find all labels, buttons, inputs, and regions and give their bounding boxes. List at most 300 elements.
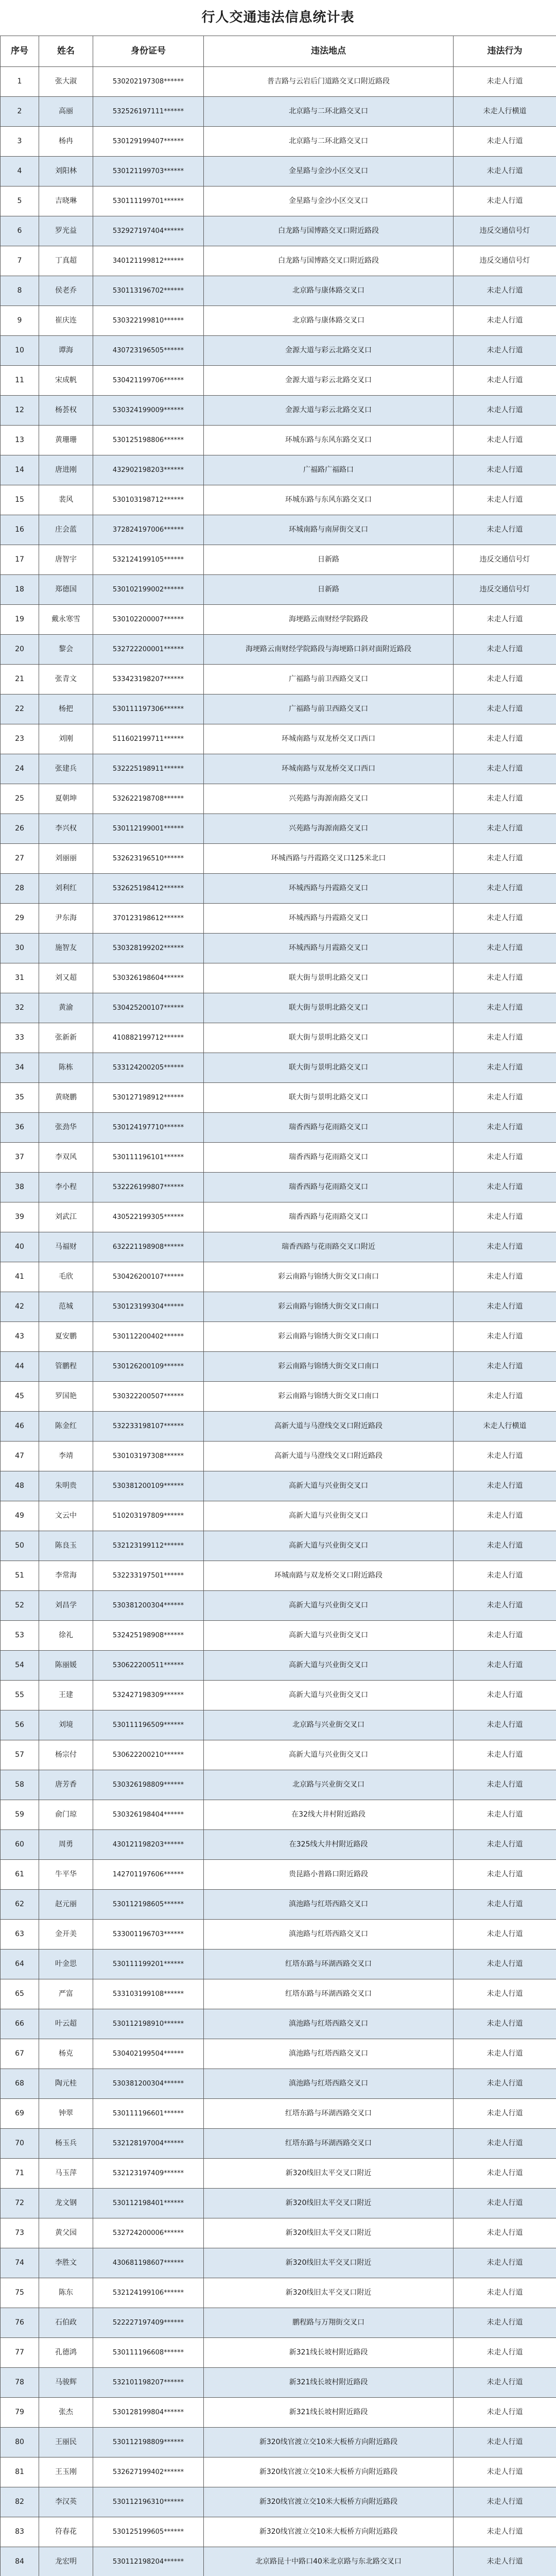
table-row xyxy=(1,1262,556,1292)
cell-name: 李小程 xyxy=(39,1173,93,1202)
cell-id: 530125199605****** xyxy=(93,2517,204,2547)
cell-name: 王玉刚 xyxy=(39,2458,93,2487)
cell-id: 530129199407****** xyxy=(93,127,204,157)
cell-name: 张杰 xyxy=(39,2398,93,2428)
cell-loc: 红塔东路与环湖西路交叉口 xyxy=(204,2099,454,2129)
table-row xyxy=(1,276,556,306)
cell-serial: 51 xyxy=(1,1561,39,1591)
cell-name: 马玉萍 xyxy=(39,2159,93,2189)
cell-name: 李靖 xyxy=(39,1442,93,1471)
cell-id: 530622200511****** xyxy=(93,1651,204,1681)
cell-loc: 新320线官渡立交10米大板桥方向附近路段 xyxy=(204,2428,454,2458)
cell-serial: 14 xyxy=(1,455,39,485)
cell-serial: 3 xyxy=(1,127,39,157)
cell-serial: 74 xyxy=(1,2248,39,2278)
cell-violation: 未走人行道 xyxy=(454,993,556,1023)
cell-violation: 未走人行道 xyxy=(454,2547,556,2576)
cell-id: 530326198404****** xyxy=(93,1800,204,1830)
cell-name: 唐智宇 xyxy=(39,545,93,575)
cell-serial: 16 xyxy=(1,515,39,545)
cell-name: 陈金红 xyxy=(39,1412,93,1442)
cell-serial: 35 xyxy=(1,1083,39,1113)
cell-loc: 彩云南路与锦绣大街交叉口南口 xyxy=(204,1382,454,1412)
table-row xyxy=(1,396,556,426)
cell-id: 530326198809****** xyxy=(93,1770,204,1800)
table-row xyxy=(1,2218,556,2248)
cell-id: 532233198107****** xyxy=(93,1412,204,1442)
cell-serial: 42 xyxy=(1,1292,39,1322)
cell-violation: 未走人行道 xyxy=(454,2069,556,2099)
cell-loc: 鹏程路与万翔街交叉口 xyxy=(204,2308,454,2338)
table-row xyxy=(1,1292,556,1322)
cell-serial: 69 xyxy=(1,2099,39,2129)
table-row xyxy=(1,1053,556,1083)
cell-serial: 79 xyxy=(1,2398,39,2428)
cell-loc: 金源大道与彩云北路交叉口 xyxy=(204,396,454,426)
table-row xyxy=(1,1501,556,1531)
cell-name: 张劲华 xyxy=(39,1113,93,1143)
cell-serial: 64 xyxy=(1,1950,39,1979)
cell-serial: 24 xyxy=(1,754,39,784)
cell-serial: 75 xyxy=(1,2278,39,2308)
cell-violation: 未走人行道 xyxy=(454,67,556,97)
table-row xyxy=(1,1770,556,1800)
cell-name: 黄父园 xyxy=(39,2218,93,2248)
cell-name: 唐进刚 xyxy=(39,455,93,485)
header-serial: 序号 xyxy=(1,36,39,67)
cell-violation: 未走人行道 xyxy=(454,2099,556,2129)
cell-loc: 新320线官渡立交10米大板桥方向附近路段 xyxy=(204,2458,454,2487)
cell-serial: 83 xyxy=(1,2517,39,2547)
table-row xyxy=(1,1202,556,1232)
table-row xyxy=(1,366,556,396)
cell-name: 刘昌学 xyxy=(39,1591,93,1621)
table-row xyxy=(1,2129,556,2159)
cell-loc: 北京路与二环北路交叉口 xyxy=(204,127,454,157)
cell-name: 张建兵 xyxy=(39,754,93,784)
cell-serial: 55 xyxy=(1,1681,39,1710)
cell-name: 张青文 xyxy=(39,665,93,694)
cell-serial: 38 xyxy=(1,1173,39,1202)
cell-id: 532233197501****** xyxy=(93,1561,204,1591)
table-row xyxy=(1,1322,556,1352)
cell-serial: 49 xyxy=(1,1501,39,1531)
cell-serial: 21 xyxy=(1,665,39,694)
cell-loc: 高新大道与兴业街交叉口 xyxy=(204,1531,454,1561)
cell-name: 刘又超 xyxy=(39,963,93,993)
cell-name: 俞门琼 xyxy=(39,1800,93,1830)
cell-name: 范城 xyxy=(39,1292,93,1322)
cell-name: 杨宗付 xyxy=(39,1740,93,1770)
cell-loc: 环城南路与双龙桥交叉口西口 xyxy=(204,754,454,784)
cell-loc: 联大街与景明北路交叉口 xyxy=(204,1053,454,1083)
table-row xyxy=(1,1173,556,1202)
cell-name: 孔德鸿 xyxy=(39,2338,93,2368)
cell-violation: 未走人行道 xyxy=(454,1501,556,1531)
cell-serial: 5 xyxy=(1,187,39,216)
cell-id: 532124199106****** xyxy=(93,2278,204,2308)
cell-loc: 北京路与兴业街交叉口 xyxy=(204,1710,454,1740)
table-row xyxy=(1,455,556,485)
cell-serial: 59 xyxy=(1,1800,39,1830)
table-row xyxy=(1,575,556,605)
cell-loc: 联大街与景明北路交叉口 xyxy=(204,1083,454,1113)
cell-name: 黎会 xyxy=(39,635,93,665)
table-row xyxy=(1,2009,556,2039)
cell-loc: 新320线旧太平交叉口附近 xyxy=(204,2189,454,2218)
table-row xyxy=(1,1352,556,1382)
cell-violation: 未走人行道 xyxy=(454,2189,556,2218)
cell-serial: 15 xyxy=(1,485,39,515)
cell-loc: 高新大道与兴业街交叉口 xyxy=(204,1651,454,1681)
cell-violation: 未走人行道 xyxy=(454,694,556,724)
cell-id: 532425198908****** xyxy=(93,1621,204,1651)
cell-loc: 环城西路与丹霞路交叉口 xyxy=(204,874,454,904)
cell-loc: 彩云南路与锦绣大街交叉口南口 xyxy=(204,1322,454,1352)
cell-violation: 未走人行道 xyxy=(454,187,556,216)
cell-loc: 瑞香西路与花雨路交叉口 xyxy=(204,1173,454,1202)
cell-id: 530421199706****** xyxy=(93,366,204,396)
cell-loc: 白龙路与国博路交叉口附近路段 xyxy=(204,216,454,246)
table-row xyxy=(1,1830,556,1860)
cell-name: 陈良玉 xyxy=(39,1531,93,1561)
cell-name: 黄渝 xyxy=(39,993,93,1023)
cell-id: 340121199812****** xyxy=(93,246,204,276)
table-row xyxy=(1,97,556,127)
cell-violation: 未走人行道 xyxy=(454,276,556,306)
cell-serial: 31 xyxy=(1,963,39,993)
table-row xyxy=(1,1412,556,1442)
cell-loc: 日新路 xyxy=(204,545,454,575)
cell-name: 杨克 xyxy=(39,2039,93,2069)
header-row xyxy=(1,36,556,67)
cell-violation: 未走人行道 xyxy=(454,1292,556,1322)
cell-violation: 未走人行道 xyxy=(454,784,556,814)
cell-violation: 未走人行道 xyxy=(454,2009,556,2039)
cell-violation: 未走人行道 xyxy=(454,665,556,694)
table-row xyxy=(1,694,556,724)
table-row xyxy=(1,515,556,545)
cell-violation: 未走人行道 xyxy=(454,2428,556,2458)
cell-violation: 未走人行道 xyxy=(454,934,556,963)
table-row xyxy=(1,2338,556,2368)
cell-name: 金开美 xyxy=(39,1920,93,1950)
cell-violation: 未走人行道 xyxy=(454,2129,556,2159)
cell-id: 533124200205****** xyxy=(93,1053,204,1083)
cell-name: 杨把 xyxy=(39,694,93,724)
cell-loc: 联大街与景明北路交叉口 xyxy=(204,1023,454,1053)
cell-id: 530425200107****** xyxy=(93,993,204,1023)
cell-violation: 未走人行道 xyxy=(454,1770,556,1800)
cell-violation: 未走人行道 xyxy=(454,1083,556,1113)
cell-id: 532722200001****** xyxy=(93,635,204,665)
cell-name: 刘丽丽 xyxy=(39,844,93,874)
cell-violation: 未走人行道 xyxy=(454,1023,556,1053)
cell-name: 尹东海 xyxy=(39,904,93,934)
cell-loc: 环城西路与丹霞路交叉口 xyxy=(204,904,454,934)
cell-violation: 未走人行道 xyxy=(454,1651,556,1681)
cell-id: 530328199202****** xyxy=(93,934,204,963)
cell-name: 施智友 xyxy=(39,934,93,963)
cell-serial: 80 xyxy=(1,2428,39,2458)
cell-serial: 67 xyxy=(1,2039,39,2069)
cell-name: 夏安鹏 xyxy=(39,1322,93,1352)
table-row xyxy=(1,754,556,784)
table-row xyxy=(1,874,556,904)
cell-loc: 海埂路云南财经学院路段与海埂路口斜对面附近路段 xyxy=(204,635,454,665)
cell-serial: 18 xyxy=(1,575,39,605)
cell-serial: 44 xyxy=(1,1352,39,1382)
cell-serial: 11 xyxy=(1,366,39,396)
cell-id: 530112198809****** xyxy=(93,2428,204,2458)
cell-loc: 红塔东路与环湖西路交叉口 xyxy=(204,2129,454,2159)
cell-name: 赵元丽 xyxy=(39,1890,93,1920)
cell-serial: 72 xyxy=(1,2189,39,2218)
cell-loc: 彩云南路与锦绣大街交叉口南口 xyxy=(204,1262,454,1292)
cell-loc: 日新路 xyxy=(204,575,454,605)
cell-violation: 未走人行道 xyxy=(454,485,556,515)
table-row xyxy=(1,2159,556,2189)
cell-id: 142701197606****** xyxy=(93,1860,204,1890)
cell-id: 530402199504****** xyxy=(93,2039,204,2069)
cell-serial: 7 xyxy=(1,246,39,276)
cell-violation: 未走人行道 xyxy=(454,1113,556,1143)
cell-name: 戴永寒雪 xyxy=(39,605,93,635)
cell-serial: 37 xyxy=(1,1143,39,1173)
cell-violation: 未走人行道 xyxy=(454,2487,556,2517)
cell-name: 陈丽媛 xyxy=(39,1651,93,1681)
cell-name: 徐礼 xyxy=(39,1621,93,1651)
cell-violation: 未走人行道 xyxy=(454,455,556,485)
cell-id: 370123198612****** xyxy=(93,904,204,934)
table-row xyxy=(1,2487,556,2517)
cell-name: 文云中 xyxy=(39,1501,93,1531)
table-row xyxy=(1,814,556,844)
cell-violation: 未走人行横道 xyxy=(454,1412,556,1442)
cell-violation: 未走人行道 xyxy=(454,2308,556,2338)
cell-serial: 84 xyxy=(1,2547,39,2576)
cell-violation: 未走人行横道 xyxy=(454,97,556,127)
cell-loc: 广福路与前卫西路交叉口 xyxy=(204,694,454,724)
cell-name: 裴风 xyxy=(39,485,93,515)
cell-loc: 新321线长坡村附近路段 xyxy=(204,2368,454,2398)
cell-id: 530112198910****** xyxy=(93,2009,204,2039)
cell-id: 530102200007****** xyxy=(93,605,204,635)
cell-violation: 未走人行道 xyxy=(454,127,556,157)
cell-violation: 未走人行道 xyxy=(454,306,556,336)
cell-violation: 未走人行道 xyxy=(454,2218,556,2248)
table-row xyxy=(1,993,556,1023)
cell-violation: 未走人行道 xyxy=(454,1591,556,1621)
table-body xyxy=(1,67,556,2576)
cell-violation: 未走人行道 xyxy=(454,963,556,993)
cell-violation: 未走人行道 xyxy=(454,874,556,904)
cell-loc: 金星路与金沙小区交叉口 xyxy=(204,187,454,216)
header-id-number: 身份证号 xyxy=(93,36,204,67)
cell-serial: 50 xyxy=(1,1531,39,1561)
cell-serial: 70 xyxy=(1,2129,39,2159)
table-row xyxy=(1,1083,556,1113)
cell-name: 夏朝坤 xyxy=(39,784,93,814)
cell-name: 李胜文 xyxy=(39,2248,93,2278)
cell-name: 侯老乔 xyxy=(39,276,93,306)
cell-serial: 56 xyxy=(1,1710,39,1740)
cell-serial: 54 xyxy=(1,1651,39,1681)
cell-loc: 高新大道与兴业街交叉口 xyxy=(204,1740,454,1770)
cell-serial: 22 xyxy=(1,694,39,724)
cell-loc: 新320线旧太平交叉口附近 xyxy=(204,2159,454,2189)
cell-serial: 71 xyxy=(1,2159,39,2189)
cell-loc: 新320线旧太平交叉口附近 xyxy=(204,2278,454,2308)
cell-serial: 32 xyxy=(1,993,39,1023)
cell-name: 罗国艳 xyxy=(39,1382,93,1412)
table-row xyxy=(1,1143,556,1173)
cell-loc: 在325线大井村附近路段 xyxy=(204,1830,454,1860)
cell-loc: 瑞香西路与花雨路交叉口附近 xyxy=(204,1232,454,1262)
cell-violation: 未走人行道 xyxy=(454,1352,556,1382)
cell-violation: 未走人行道 xyxy=(454,1800,556,1830)
table-header xyxy=(1,36,556,67)
cell-violation: 未走人行道 xyxy=(454,1860,556,1890)
cell-loc: 彩云南路与锦绣大街交叉口南口 xyxy=(204,1292,454,1322)
cell-violation: 未走人行道 xyxy=(454,1950,556,1979)
cell-id: 532623196510****** xyxy=(93,844,204,874)
cell-serial: 19 xyxy=(1,605,39,635)
cell-name: 杨玉兵 xyxy=(39,2129,93,2159)
cell-name: 李常海 xyxy=(39,1561,93,1591)
cell-id: 510203197809****** xyxy=(93,1501,204,1531)
table-row xyxy=(1,1561,556,1591)
cell-serial: 53 xyxy=(1,1621,39,1651)
cell-loc: 高新大道与兴业街交叉口 xyxy=(204,1501,454,1531)
cell-violation: 未走人行道 xyxy=(454,2398,556,2428)
cell-serial: 52 xyxy=(1,1591,39,1621)
cell-name: 朱明贵 xyxy=(39,1471,93,1501)
cell-loc: 新321线长坡村附近路段 xyxy=(204,2338,454,2368)
cell-loc: 新320线旧太平交叉口附近 xyxy=(204,2248,454,2278)
cell-loc: 滇池路与红塔西路交叉口 xyxy=(204,2039,454,2069)
table-title: 行人交通违法信息统计表 xyxy=(201,10,355,25)
cell-id: 511602199711****** xyxy=(93,724,204,754)
cell-loc: 高新大道与马澄线交叉口附近路段 xyxy=(204,1412,454,1442)
cell-violation: 未走人行道 xyxy=(454,2458,556,2487)
cell-id: 530111197306****** xyxy=(93,694,204,724)
cell-violation: 未走人行道 xyxy=(454,1202,556,1232)
cell-serial: 13 xyxy=(1,426,39,455)
cell-name: 李双风 xyxy=(39,1143,93,1173)
table-row xyxy=(1,1232,556,1262)
cell-serial: 46 xyxy=(1,1412,39,1442)
cell-serial: 65 xyxy=(1,1979,39,2009)
table-row xyxy=(1,784,556,814)
cell-name: 刘利红 xyxy=(39,874,93,904)
cell-loc: 广福路广福路口 xyxy=(204,455,454,485)
cell-name: 龙文钢 xyxy=(39,2189,93,2218)
table-row xyxy=(1,1442,556,1471)
cell-id: 530112196310****** xyxy=(93,2487,204,2517)
table-row xyxy=(1,1710,556,1740)
cell-loc: 北京路昆十中路口40米北京路与东北路交叉口 xyxy=(204,2547,454,2576)
table-row xyxy=(1,2398,556,2428)
cell-id: 530112198204****** xyxy=(93,2547,204,2576)
cell-violation: 未走人行道 xyxy=(454,1053,556,1083)
cell-name: 刘阳林 xyxy=(39,157,93,187)
cell-loc: 广福路与前卫西路交叉口 xyxy=(204,665,454,694)
cell-loc: 贵昆路小普路口附近路段 xyxy=(204,1860,454,1890)
cell-id: 432902198203****** xyxy=(93,455,204,485)
table-row xyxy=(1,665,556,694)
cell-loc: 金星路与金沙小区交叉口 xyxy=(204,157,454,187)
cell-loc: 高新大道与兴业街交叉口 xyxy=(204,1591,454,1621)
cell-violation: 未走人行道 xyxy=(454,1890,556,1920)
cell-serial: 66 xyxy=(1,2009,39,2039)
cell-id: 530111199701****** xyxy=(93,187,204,216)
cell-serial: 34 xyxy=(1,1053,39,1083)
cell-violation: 未走人行道 xyxy=(454,1710,556,1740)
cell-violation: 未走人行道 xyxy=(454,1979,556,2009)
cell-name: 周勇 xyxy=(39,1830,93,1860)
table-row xyxy=(1,2547,556,2576)
cell-id: 530103197308****** xyxy=(93,1442,204,1471)
cell-id: 530381200304****** xyxy=(93,1591,204,1621)
header-name: 姓名 xyxy=(39,36,93,67)
cell-loc: 环城西路与月霞路交叉口 xyxy=(204,934,454,963)
cell-serial: 77 xyxy=(1,2338,39,2368)
cell-id: 532627199402****** xyxy=(93,2458,204,2487)
table-row xyxy=(1,426,556,455)
cell-id: 530202197308****** xyxy=(93,67,204,97)
cell-name: 刘武江 xyxy=(39,1202,93,1232)
cell-id: 530127198912****** xyxy=(93,1083,204,1113)
table-row xyxy=(1,2248,556,2278)
cell-id: 530112200402****** xyxy=(93,1322,204,1352)
cell-name: 刘境 xyxy=(39,1710,93,1740)
cell-id: 530381200304****** xyxy=(93,2069,204,2099)
cell-serial: 62 xyxy=(1,1890,39,1920)
table-row xyxy=(1,635,556,665)
cell-loc: 新320线官渡立交10米大板桥方向附近路段 xyxy=(204,2517,454,2547)
cell-serial: 28 xyxy=(1,874,39,904)
cell-loc: 高新大道与兴业街交叉口 xyxy=(204,1471,454,1501)
cell-serial: 78 xyxy=(1,2368,39,2398)
table-row xyxy=(1,1979,556,2009)
cell-name: 张新新 xyxy=(39,1023,93,1053)
table-row xyxy=(1,2099,556,2129)
cell-loc: 普吉路与云岩后门道路交叉口附近路段 xyxy=(204,67,454,97)
cell-name: 谭海 xyxy=(39,336,93,366)
cell-serial: 33 xyxy=(1,1023,39,1053)
cell-id: 530128199804****** xyxy=(93,2398,204,2428)
cell-id: 530111196601****** xyxy=(93,2099,204,2129)
cell-name: 黄珊珊 xyxy=(39,426,93,455)
cell-violation: 未走人行道 xyxy=(454,1232,556,1262)
table-row xyxy=(1,1113,556,1143)
cell-serial: 81 xyxy=(1,2458,39,2487)
cell-loc: 环城东路与东风东路交叉口 xyxy=(204,426,454,455)
cell-serial: 26 xyxy=(1,814,39,844)
cell-violation: 未走人行道 xyxy=(454,724,556,754)
table-row xyxy=(1,187,556,216)
cell-id: 533103199108****** xyxy=(93,1979,204,2009)
table-row xyxy=(1,2517,556,2547)
cell-violation: 未走人行道 xyxy=(454,605,556,635)
cell-violation: 未走人行道 xyxy=(454,396,556,426)
table-row xyxy=(1,545,556,575)
cell-serial: 48 xyxy=(1,1471,39,1501)
cell-violation: 未走人行道 xyxy=(454,1173,556,1202)
cell-violation: 未走人行道 xyxy=(454,1561,556,1591)
cell-loc: 白龙路与国博路交叉口附近路段 xyxy=(204,246,454,276)
